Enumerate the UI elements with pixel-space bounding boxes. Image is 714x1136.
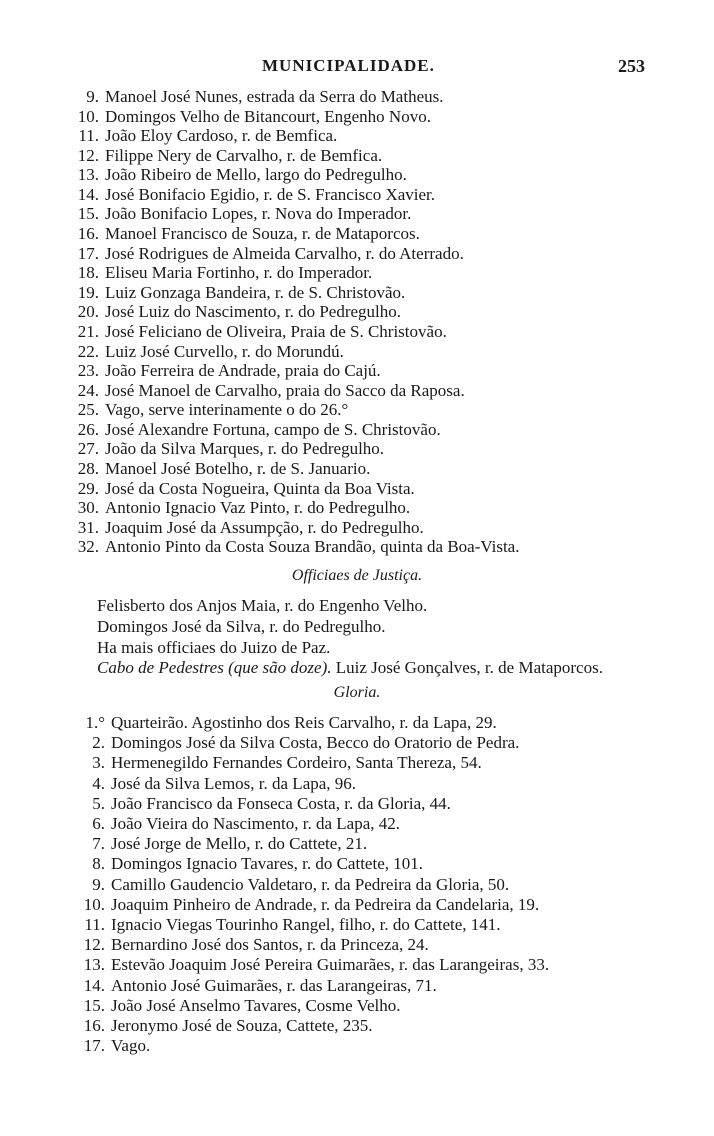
list-item bbox=[72, 185, 435, 205]
item-number: 25. bbox=[77, 400, 99, 420]
item-text: Eliseu Maria Fortinho, r. do Imperador. bbox=[105, 263, 373, 283]
item-text: João Ribeiro de Mello, largo do Pedregulho. bbox=[105, 165, 407, 185]
item-number: 13. bbox=[77, 165, 99, 185]
officiaes-line: Ha mais officiaes do Juizo de Paz. bbox=[97, 638, 331, 657]
item-text: Luiz Gonzaga Bandeira, r. de S. Christovão. bbox=[105, 282, 406, 302]
item-number: 11. bbox=[84, 915, 105, 934]
item-text: José Alexandre Fortuna, campo de S. Christovão. bbox=[105, 419, 441, 439]
item-text: Domingos Ignacio Tavares, r. do Cattete, 101. bbox=[111, 854, 423, 874]
cabo-label: Cabo de Pedestres (que são doze). bbox=[97, 658, 332, 677]
item-text: Antonio Ignacio Vaz Pinto, r. do Pedregulho. bbox=[105, 498, 411, 518]
item-number: 1.° bbox=[85, 713, 105, 732]
list-item bbox=[78, 753, 482, 773]
list-item bbox=[72, 537, 519, 557]
item-text: Ignacio Viegas Tourinho Rangel, filho, r. do Cattete, 141. bbox=[111, 915, 501, 934]
list-item bbox=[72, 322, 447, 342]
item-text: João Bonifacio Lopes, r. Nova do Imperador. bbox=[105, 204, 412, 224]
item-text: José Jorge de Mello, r. do Cattete, 21. bbox=[111, 834, 368, 854]
list-item bbox=[78, 774, 356, 794]
item-text: José Manoel de Carvalho, praia do Sacco da Raposa. bbox=[105, 380, 465, 400]
section-heading-gloria: Gloria. bbox=[333, 684, 381, 701]
item-number: 23. bbox=[77, 361, 99, 381]
list-item bbox=[72, 381, 465, 401]
cabo-line bbox=[97, 658, 603, 678]
item-number: 30. bbox=[77, 498, 99, 518]
item-number: 10. bbox=[83, 894, 105, 914]
list-item bbox=[78, 996, 401, 1016]
item-text: José Luiz do Nascimento, r. do Pedregulho. bbox=[105, 302, 402, 322]
item-text: João Vieira do Nascimento, r. da Lapa, 42. bbox=[111, 814, 400, 833]
list-item bbox=[78, 915, 501, 935]
list-item bbox=[72, 204, 411, 224]
item-text: Vago. bbox=[111, 1036, 151, 1056]
list-item bbox=[72, 479, 415, 499]
page-header bbox=[0, 56, 714, 80]
item-number: 17. bbox=[83, 1036, 105, 1056]
list-item bbox=[72, 498, 410, 518]
list-item bbox=[72, 244, 464, 264]
item-text: Antonio José Guimarães, r. das Larangeiras, 71. bbox=[111, 975, 437, 995]
running-title: MUNICIPALIDADE. bbox=[262, 56, 435, 75]
item-text: Jeronymo José de Souza, Cattete, 235. bbox=[111, 1016, 373, 1035]
item-number: 16. bbox=[83, 1016, 105, 1035]
item-number: 14. bbox=[77, 184, 99, 204]
list-item bbox=[72, 283, 405, 303]
list-item bbox=[78, 955, 549, 975]
list-item bbox=[78, 1036, 150, 1056]
item-number: 28. bbox=[77, 459, 99, 479]
item-number: 9. bbox=[92, 874, 105, 894]
list-item bbox=[72, 107, 431, 127]
item-text: Joaquim José da Assumpção, r. do Pedregulho. bbox=[105, 517, 424, 537]
list-item bbox=[78, 854, 423, 874]
list-item bbox=[78, 875, 509, 895]
item-number: 9. bbox=[86, 87, 99, 106]
officiaes-line: Felisberto dos Anjos Maia, r. do Engenho Velho. bbox=[97, 596, 428, 615]
list-item bbox=[78, 814, 400, 834]
officiaes-line: Domingos José da Silva, r. do Pedregulho. bbox=[97, 617, 386, 636]
list-item bbox=[72, 342, 344, 362]
list-item bbox=[72, 87, 444, 107]
item-number: 12. bbox=[83, 935, 105, 955]
item-number: 32. bbox=[77, 537, 99, 557]
item-number: 8. bbox=[92, 854, 105, 874]
list-item bbox=[78, 1016, 373, 1036]
list-item bbox=[72, 400, 348, 420]
item-text: João da Silva Marques, r. do Pedregulho. bbox=[105, 439, 385, 459]
item-number: 22. bbox=[77, 341, 99, 361]
item-number: 12. bbox=[77, 145, 99, 165]
item-number: 3. bbox=[92, 753, 105, 773]
page-number: 253 bbox=[618, 56, 645, 76]
list-item bbox=[72, 518, 424, 538]
item-text: Manoel José Nunes, estrada da Serra do Matheus. bbox=[105, 87, 444, 106]
item-number: 13. bbox=[83, 955, 105, 975]
list-item bbox=[78, 895, 539, 915]
item-number: 10. bbox=[77, 106, 99, 126]
item-text: Manoel José Botelho, r. de S. Januario. bbox=[105, 459, 371, 479]
item-number: 5. bbox=[92, 793, 105, 813]
item-text: João José Anselmo Tavares, Cosme Velho. bbox=[111, 995, 401, 1015]
item-number: 21. bbox=[77, 321, 99, 341]
item-text: Estevão Joaquim José Pereira Guimarães, r. das Larangeiras, 33. bbox=[111, 955, 550, 975]
item-text: João Eloy Cardoso, r. de Bemfica. bbox=[105, 126, 338, 146]
item-text: Antonio Pinto da Costa Souza Brandão, quinta da Boa-Vista. bbox=[105, 537, 520, 557]
item-text: Bernardino José dos Santos, r. da Princeza, 24. bbox=[111, 935, 429, 955]
list-item bbox=[72, 439, 384, 459]
item-text: Luiz José Curvello, r. do Morundú. bbox=[105, 341, 344, 361]
item-text: João Ferreira de Andrade, praia do Cajú. bbox=[105, 361, 381, 381]
list-item bbox=[72, 126, 337, 146]
item-text: Camillo Gaudencio Valdetaro, r. da Pedreira da Gloria, 50. bbox=[111, 874, 510, 894]
item-number: 18. bbox=[77, 263, 99, 283]
item-text: José Bonifacio Egidio, r. de S. Francisco Xavier. bbox=[105, 184, 436, 204]
item-text: João Francisco da Fonseca Costa, r. da Gloria, 44. bbox=[111, 793, 451, 813]
item-number: 29. bbox=[77, 478, 99, 498]
list-item bbox=[72, 420, 441, 440]
item-number: 11. bbox=[78, 126, 99, 146]
item-text: Joaquim Pinheiro de Andrade, r. da Pedreira da Candelaria, 19. bbox=[111, 894, 540, 914]
list-item bbox=[78, 834, 367, 854]
list-item bbox=[72, 302, 401, 322]
list-item bbox=[78, 976, 437, 996]
item-number: 17. bbox=[77, 243, 99, 263]
item-number: 19. bbox=[77, 282, 99, 302]
item-number: 26. bbox=[77, 419, 99, 439]
item-number: 15. bbox=[77, 204, 99, 224]
list-item bbox=[72, 361, 381, 381]
item-number: 6. bbox=[92, 814, 105, 833]
item-text: José da Silva Lemos, r. da Lapa, 96. bbox=[111, 773, 357, 793]
section-heading-officiaes: Officiaes de Justiça. bbox=[291, 567, 423, 584]
item-text: Domingos José da Silva Costa, Becco do Oratorio de Pedra. bbox=[111, 733, 520, 753]
item-text: Filippe Nery de Carvalho, r. de Bemfica. bbox=[105, 145, 383, 165]
item-number: 7. bbox=[92, 834, 105, 854]
item-text: José da Costa Nogueira, Quinta da Boa Vista. bbox=[105, 478, 415, 498]
list-item bbox=[72, 165, 407, 185]
item-number: 31. bbox=[77, 517, 99, 537]
list-item bbox=[72, 263, 372, 283]
item-number: 2. bbox=[92, 733, 105, 753]
item-number: 15. bbox=[83, 995, 105, 1015]
item-text: Quarteirão. Agostinho dos Reis Carvalho, r. da Lapa, 29. bbox=[111, 713, 497, 732]
list-item bbox=[78, 794, 451, 814]
list-item bbox=[78, 713, 497, 733]
list-item bbox=[78, 733, 519, 753]
list-item bbox=[72, 459, 370, 479]
item-text: Domingos Velho de Bitancourt, Engenho Novo. bbox=[105, 106, 431, 126]
item-number: 16. bbox=[77, 224, 99, 244]
item-number: 24. bbox=[77, 380, 99, 400]
item-text: Hermenegildo Fernandes Cordeiro, Santa Thereza, 54. bbox=[111, 753, 482, 773]
item-number: 27. bbox=[77, 439, 99, 459]
list-item bbox=[72, 146, 382, 166]
item-text: Manoel Francisco de Souza, r. de Mataporcos. bbox=[105, 224, 420, 244]
list-item bbox=[78, 935, 429, 955]
item-number: 4. bbox=[92, 773, 105, 793]
item-text: Vago, serve interinamente o do 26.° bbox=[105, 400, 349, 420]
list-item bbox=[72, 224, 420, 244]
item-number: 20. bbox=[77, 302, 99, 322]
item-text: José Rodrigues de Almeida Carvalho, r. do Aterrado. bbox=[105, 243, 464, 263]
item-text: José Feliciano de Oliveira, Praia de S. Christovão. bbox=[105, 321, 447, 341]
item-number: 14. bbox=[83, 975, 105, 995]
cabo-text: Luiz José Gonçalves, r. de Mataporcos. bbox=[335, 658, 603, 677]
